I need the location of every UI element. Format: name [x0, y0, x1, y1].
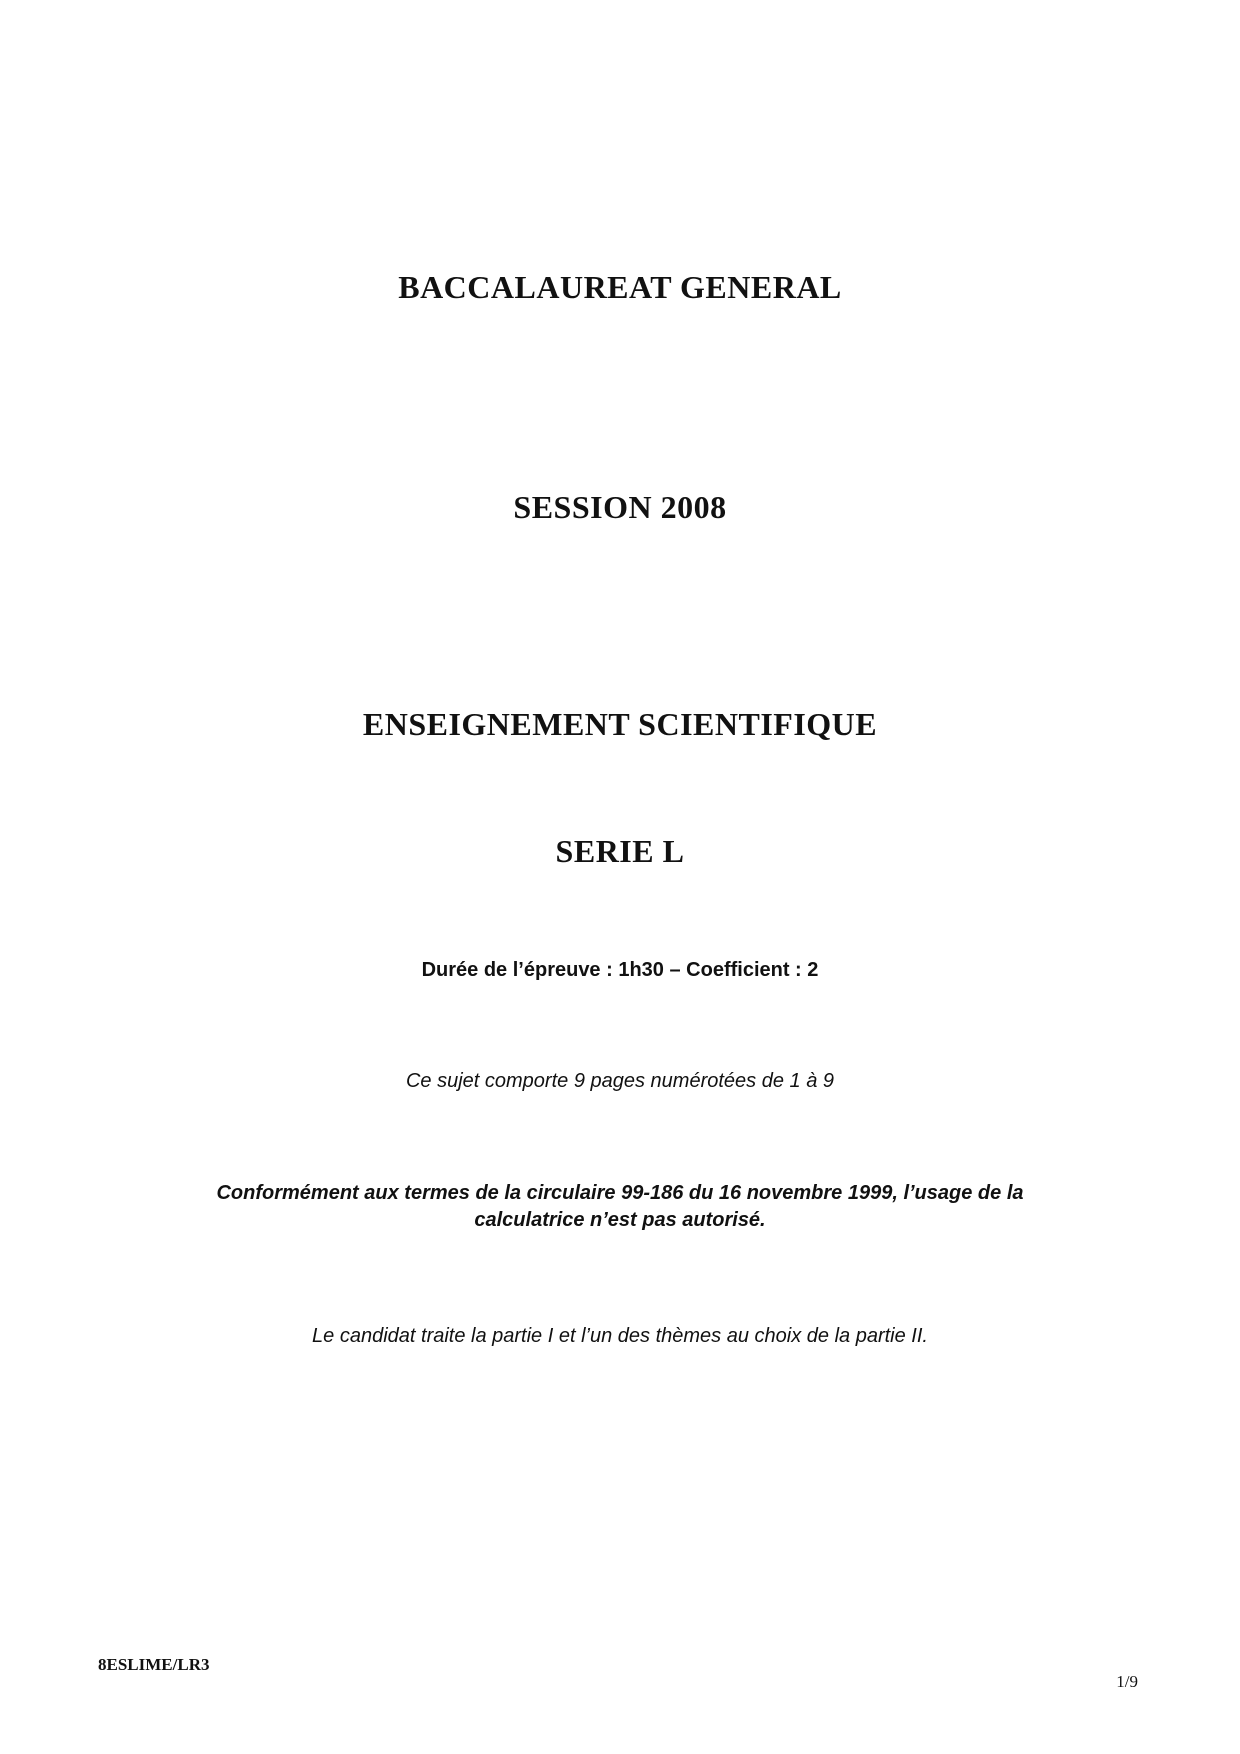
exam-title: BACCALAUREAT GENERAL — [398, 269, 842, 305]
calculator-notice-line-2: calculatrice n’est pas autorisé. — [474, 1209, 766, 1231]
document-code: 8ESLIME/LR3 — [98, 1655, 210, 1674]
series-heading: SERIE L — [555, 833, 685, 869]
calculator-notice-line-1: Conformément aux termes de la circulaire 99-186 du 16 novembre 1999, l’usage de la — [216, 1182, 1024, 1204]
page-number: 1/9 — [1116, 1672, 1138, 1691]
duration-coefficient-line: Durée de l’épreuve : 1h30 – Coefficient : 2 — [421, 959, 819, 981]
pages-note: Ce sujet comporte 9 pages numérotées de 1 à 9 — [405, 1070, 835, 1092]
subject-heading: ENSEIGNEMENT SCIENTIFIQUE — [362, 706, 878, 742]
session-heading: SESSION 2008 — [513, 489, 727, 525]
candidate-instructions: Le candidat traite la partie I et l’un des thèmes au choix de la partie II. — [312, 1325, 928, 1347]
